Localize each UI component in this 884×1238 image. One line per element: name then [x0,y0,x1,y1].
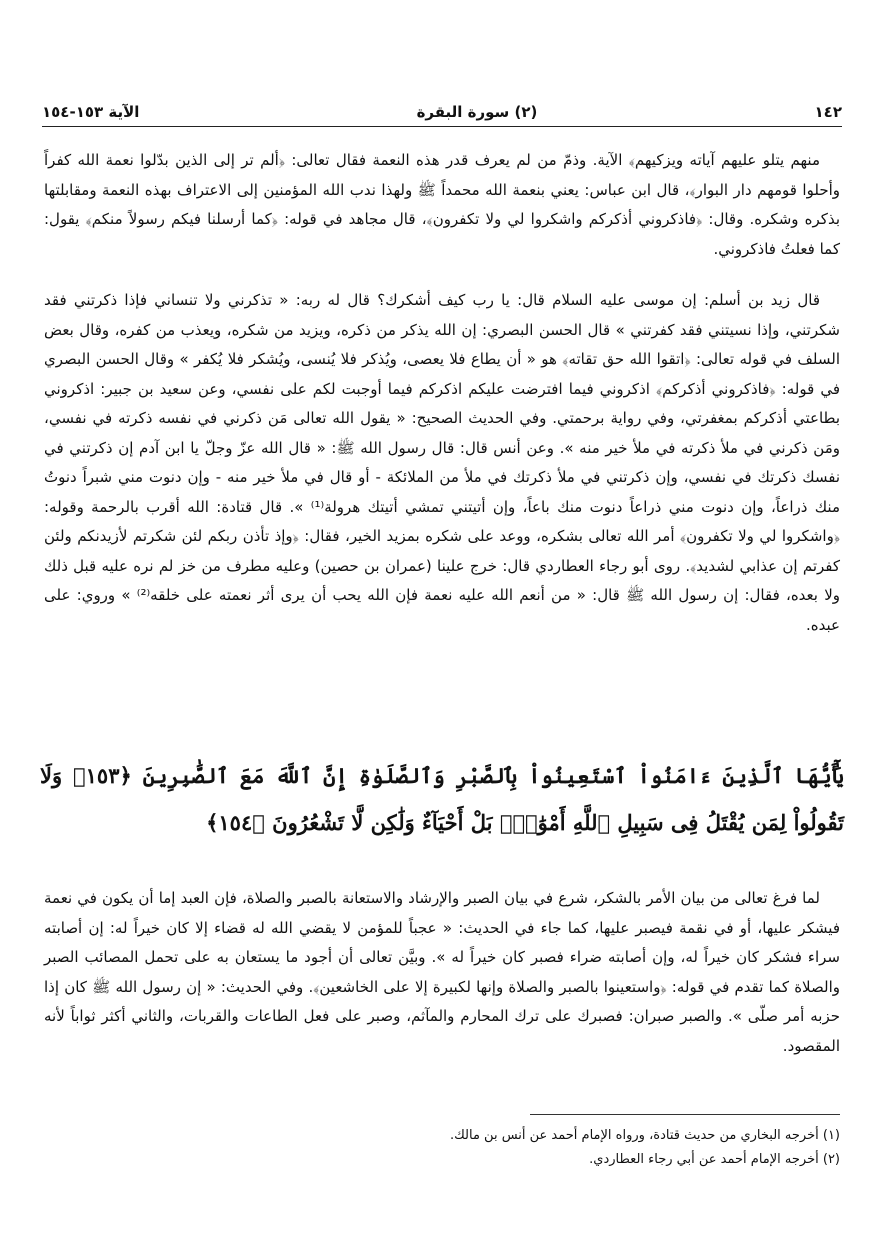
footnotes [44,1124,840,1172]
paragraph-text: لما فرغ تعالى من بيان الأمر بالشكر، شرع في بيان الصبر والإرشاد والاستعانة بالصبر والصلاة، فإن العبد إما أن يكون في نعمة فيشكر عليها، أو في نقمة فيصبر عليها، كما جاء في الحديث: « عجباً للمؤمن لا يقضي الله له قضاء إلا كان خيراً له: إن أصابته سراء فشكر كان خيراً له، وإن أصابته ضراء فصبر كان خيراً له ». وبيَّن تعالى أن أجود ما يستعان به على تحمل المصائب الصبر والصلاة كما تقدم في قوله: ﴿واستعينوا بالصبر والصلاة وإنها لكبيرة إلا على الخاشعين﴾. وفي الحديث: « إن رسول الله ﷺ كان إذا حزبه أمر صلّى ». والصبر صبران: فصبرك على ترك المحارم والمآثم، وصبر على فعل الطاعات والقربات، والثاني أكثر ثواباً لأنه المقصود. [44,889,840,1055]
footnote-1: (١) أخرجه البخاري من حديث قتادة، ورواه الإمام أحمد عن أنس بن مالك. [449,1128,840,1143]
paragraph-text: قال زيد بن أسلم: إن موسى عليه السلام قال: يا رب كيف أشكرك؟ قال له ربه: « تذكرني ولا تنساني فإذا ذكرتني فقد شكرتني، وإذا نسيتني فقد كفرتني » قال الحسن البصري: إن الله يذكر من ذكره، ويزيد من شكره، ويعذب من كفره، وقال بعض السلف في قوله تعالى: ﴿اتقوا الله حق تقاته﴾ هو « أن يطاع فلا يعصى، ويُذكر فلا يُنسى، ويُشكر فلا يُكفر » وقال الحسن البصري في قوله: ﴿فاذكروني أذكركم﴾ اذكروني فيما افترضت عليكم اذكركم فيما أوجبت لكم على نفسي، وعن سعيد بن جبير: اذكروني بطاعتي أذكركم بمغفرتي، وفي رواية برحمتي. وفي الحديث الصحيح: « يقول الله تعالى مَن ذكرني في نفسه ذكرته في نفسي، ومَن ذكرني في ملأ ذكرته في ملأ خير منه ». وعن أنس قال: قال رسول الله ﷺ: « قال الله عزّ وجلّ يا ابن آدم إن ذكرتني في نفسك ذكرتك في نفسي، وإن ذكرتني في ملأ ذكرتك في ملأ من الملائكة - أو قال في ملأ خير منه - وإن دنوت مني شبراً دنوتُ منك ذراعاً، وإن دنوت مني ذراعاً دنوت منك باعاً، وإن أتيتني تمشي أتيتك هرولة⁽¹⁾ ». قال قتادة: الله أقرب بالرحمة وقوله: ﴿واشكروا لي ولا تكفرون﴾ أمر الله تعالى بشكره، ووعد على شكره بمزيد الخير، فقال: ﴿وإذ تأذن ربكم لئن شكرتم لأزيدنكم ولئن كفرتم إن عذابي لشديد﴾. روى أبو رجاء العطاردي قال: خرج علينا (عمران بن حصين) وعليه مطرف من خز لم نره عليه قبل ذلك ولا بعده، فقال: إن رسول الله ﷺ قال: « من أنعم الله عليه نعمة فإن الله يحب أن يرى أثر نعمته على خلقه⁽²⁾ » وروي: على عبده. [44,291,840,634]
tafsir-paragraph-2 [44,286,840,640]
page-header [42,98,842,126]
tafsir-paragraph-3 [44,884,840,1061]
tafsir-paragraph-1 [44,146,840,264]
surah-title: (٢) سورة البقرة [416,103,538,121]
footnote-divider [530,1114,840,1115]
footnote-2: (٢) أخرجه الإمام أحمد عن أبي رجاء العطاردي. [589,1152,840,1167]
paragraph-text: منهم يتلو عليهم آياته ويزكيهم﴾ الآية. وذمّ من لم يعرف قدر هذه النعمة فقال تعالى: ﴿ألم تر إلى الذين بدّلوا نعمة الله كفراً وأحلوا قومهم دار البوار﴾، قال ابن عباس: يعني بنعمة الله محمداً ﷺ ولهذا ندب الله المؤمنين إلى الاعتراف بهذه النعمة ومقابلتها بذكره وشكره. وقال: ﴿فاذكروني أذكركم واشكروا لي ولا تكفرون﴾، قال مجاهد في قوله: ﴿كما أرسلنا فيكم رسولاً منكم﴾ يقول: كما فعلتُ فاذكروني. [44,151,840,258]
verse-range: الآية ١٥٣-١٥٤ [42,103,140,121]
quran-verse: يَٰٓأَيُّهَا ٱلَّذِينَ ءَامَنُواْ ٱسْتَعِينُواْ بِٱلصَّبْرِ وَٱلصَّلَوٰةِ إِنَّ ٱللَّهَ مَعَ ٱلصَّٰبِرِينَ ﴿١٥٣﴾ وَلَا تَقُولُواْ لِمَن يُقْتَلُ فِى سَبِيلِ ٱللَّهِ أَمْوَٰتٌۢ بَلْ أَحْيَآءٌ وَلَٰكِن لَّا تَشْعُرُونَ ﴿١٥٤﴾ [40,763,844,835]
page-number: ١٤٢ [814,103,842,121]
header-divider [42,126,842,127]
